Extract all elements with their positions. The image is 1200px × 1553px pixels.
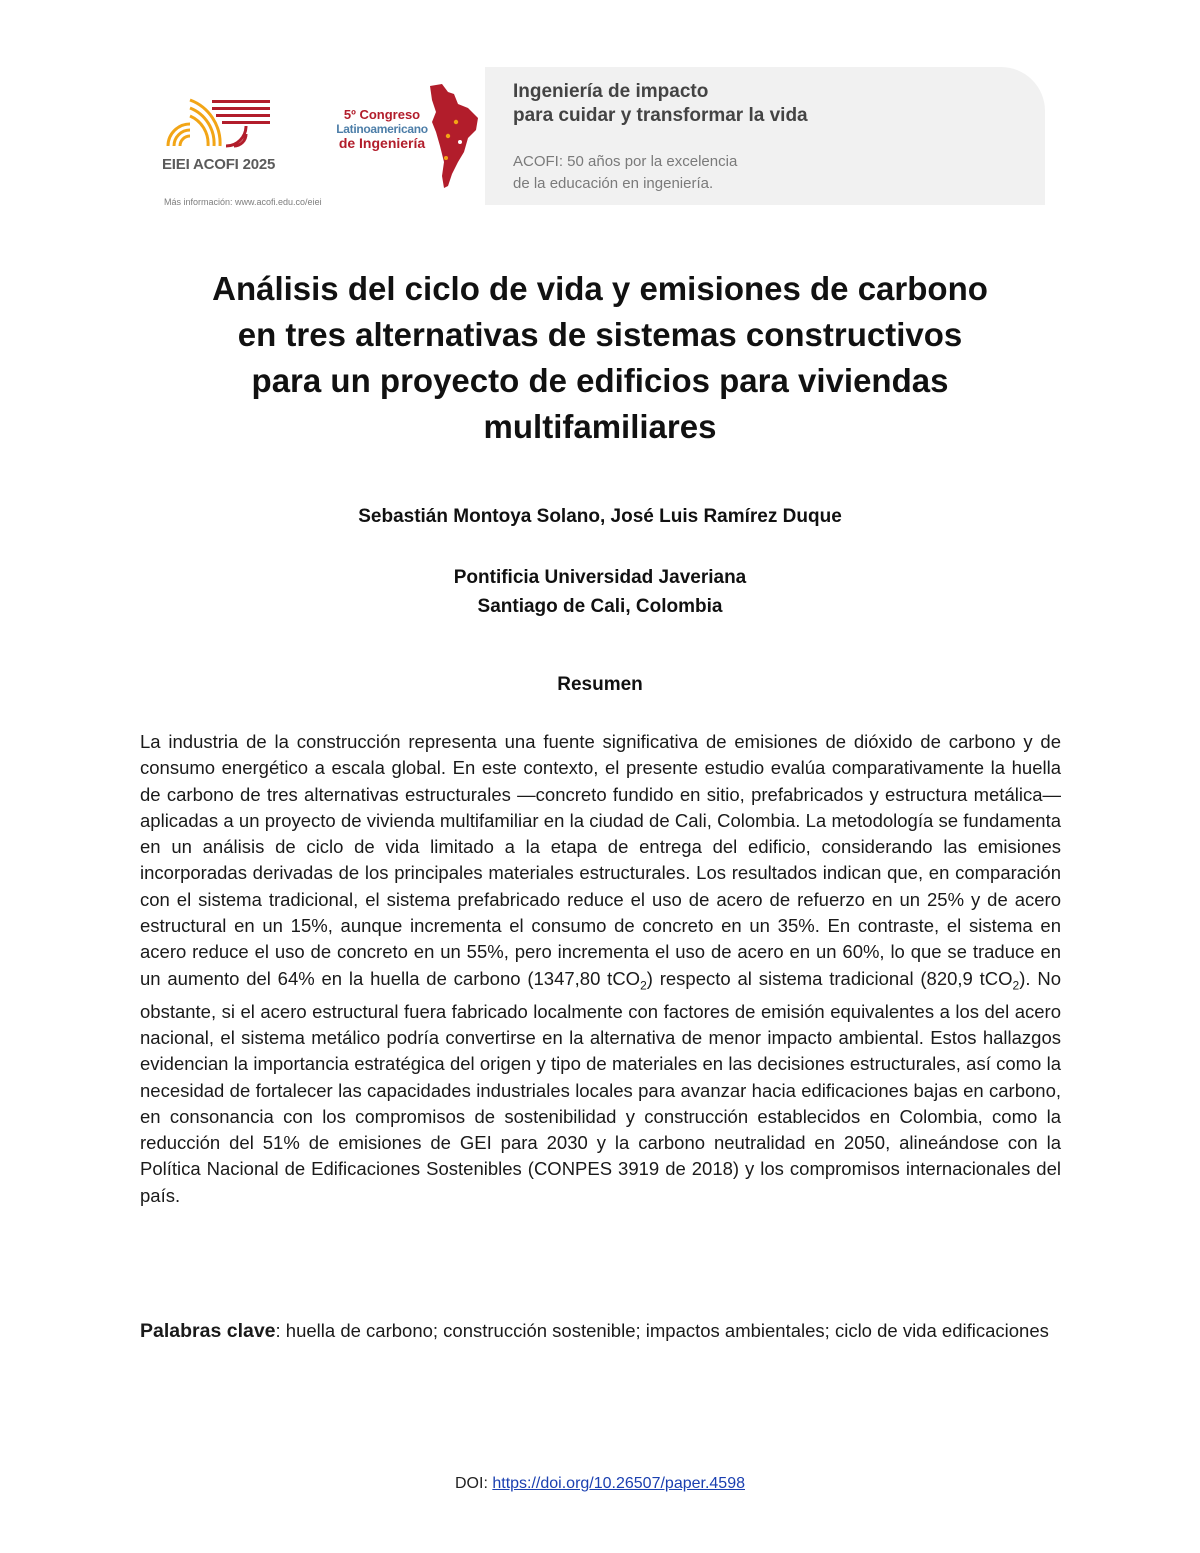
banner-subtitle [513, 151, 737, 195]
abstract-subscript-2: 2 [1012, 978, 1020, 993]
abstract-subscript-1: 2 [640, 978, 647, 993]
more-info-link[interactable]: Más información: www.acofi.edu.co/eiei [164, 197, 322, 207]
congreso-line-2: Latinoamericano [336, 122, 428, 136]
affiliation-line-2: Santiago de Cali, Colombia [477, 596, 723, 617]
doi-label: DOI: [455, 1475, 493, 1492]
congreso-line-1: 5º Congreso [343, 107, 421, 122]
banner-line-2: para cuidar y transformar la vida [513, 105, 808, 126]
banner-headline [513, 80, 808, 128]
doi-link[interactable]: https://doi.org/10.26507/paper.4598 [492, 1475, 745, 1492]
affiliation [150, 563, 1050, 621]
title-line-3: para un proyecto de edificios para viviendas [251, 362, 949, 399]
banner-sub-line-2: de la educación en ingeniería. [513, 175, 714, 192]
doi-footer [0, 1475, 1200, 1493]
authors: Sebastián Montoya Solano, José Luis Ramírez Duque [358, 506, 842, 527]
abstract-heading: Resumen [557, 674, 643, 695]
eiei-acofi-logo-icon [164, 96, 274, 148]
keywords-text: : huella de carbono; construcción sostenible; impactos ambientales; ciclo de vida edificaciones [275, 1320, 1049, 1341]
abstract-part-2: ) respecto al sistema tradicional (820,9 tCO [646, 967, 1013, 989]
title-line-1: Análisis del ciclo de vida y emisiones de carbono [212, 270, 988, 307]
latin-america-map-icon [428, 82, 480, 190]
title-line-2: en tres alternativas de sistemas constructivos [237, 316, 963, 353]
abstract-body [140, 729, 1061, 1209]
keywords-label: Palabras clave [140, 1320, 276, 1342]
keywords [140, 1318, 1061, 1344]
eiei-caption: EIEI ACOFI 2025 [162, 156, 276, 173]
affiliation-line-1: Pontificia Universidad Javeriana [453, 567, 747, 588]
paper-title [130, 266, 1070, 450]
banner-line-1: Ingeniería de impacto [513, 81, 709, 102]
title-line-4: multifamiliares [483, 408, 717, 445]
abstract-part-3: ). No obstante, si el acero estructural fuera fabricado localmente con factores de emisión equivalentes a los del acero nacional, el sistema metálico podría convertirse en la alternativa de menor impacto ambiental. Estos hallazgos evidencian la importancia estratégica del origen y tipo de materiales en las decisiones estructurales, así como la necesidad de fortalecer las capacidades industriales locales para avanzar hacia edificaciones bajas en carbono, en consonancia con los compromisos de sostenibilidad y construcción establecidos en Colombia, como la reducción del 51% de emisiones de GEI para 2030 y la carbono neutralidad en 2050, alineándose con la Política Nacional de Edificaciones Sostenibles (CONPES 3919 de 2018) y los compromisos internacionales del país. [140, 967, 1061, 1206]
abstract-part-1: La industria de la construcción representa una fuente significativa de emisiones de dióxido de carbono y de consumo energético a escala global. En este contexto, el presente estudio evalúa comparativamente la huella de carbono de tres alternativas estructurales —concreto fundido en sitio, prefabricados y estructura metálica— aplicadas a un proyecto de vivienda multifamiliar en la ciudad de Cali, Colombia. La metodología se fundamenta en un análisis de ciclo de vida limitado a la etapa de entrega del edificio, considerando las emisiones incorporadas derivadas de los principales materiales estructurales. Los resultados indican que, en comparación con el sistema tradicional, el sistema prefabricado reduce el uso de acero de refuerzo en un 25% y de acero estructural en un 15%, aunque incrementa el consumo de concreto en un 35%. En contraste, el sistema en acero reduce el uso de concreto en un 55%, pero incrementa el uso de acero en un 60%, lo que se traduce en un aumento del 64% en la huella de carbono (1347,80 tCO [140, 731, 1061, 989]
congreso-line-3: de Ingeniería [338, 135, 426, 151]
banner-sub-line-1: ACOFI: 50 años por la excelencia [513, 153, 738, 170]
header-banner [485, 67, 1045, 205]
